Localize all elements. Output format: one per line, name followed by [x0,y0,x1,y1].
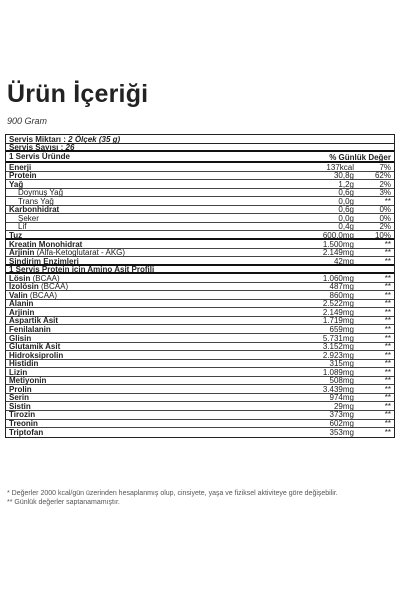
supplement-name: Arjinin [9,248,35,258]
nutrient-amount: 0,6g [338,188,354,198]
amino-daily-value: ** [384,316,391,326]
supplements-section [6,240,394,266]
supplement-daily-value: ** [384,256,391,266]
amino-daily-value: ** [384,419,391,428]
nutrient-label: Lif [18,222,27,232]
amino-name: Treonin [9,419,38,428]
amino-daily-value: ** [384,299,391,309]
nutrient-label: Enerji [9,162,32,172]
amino-name: İzolösin [9,282,39,292]
footnote-1: * Değerler 2000 kcal/gün üzerinden hesaplanmış olup, cinsiyete, yaşa ve fiziksel aktiviteye göre değişebilir. [7,490,338,497]
amino-name: Hidroksiprolin [9,350,64,360]
amino-amount: 2.522mg [322,299,354,309]
amino-row [6,360,394,369]
nutrient-daily-value: 10% [374,230,391,240]
amino-daily-value: ** [384,410,391,420]
amino-label [9,429,43,437]
amino-name: Prolin [9,384,32,394]
daily-value-header: % Günlük Değer [329,153,391,163]
nutrient-row [6,214,394,223]
serving-count-label: Servis Sayısı : [9,143,64,153]
footnote-2: ** Günlük değerler saptanamamıştır. [7,499,120,506]
amino-header-row [6,266,394,275]
amino-amount: 1.089mg [322,367,354,377]
amino-name: Valin [9,290,28,300]
amino-amount: 29mg [333,401,354,411]
amino-row [6,283,394,292]
serving-count-value: 26 [65,143,75,153]
amino-daily-value: ** [384,350,391,360]
supplement-daily-value: ** [384,239,391,249]
nutrient-row [6,189,394,198]
amino-amount: 602mg [329,419,354,428]
amino-name: Histidin [9,359,39,369]
amino-name: Fenilalanin [9,324,51,334]
amino-name: Tirozin [9,410,36,420]
amino-daily-value: ** [384,376,391,386]
amino-row [6,420,394,429]
amino-amount: 2.923mg [322,350,354,360]
nutrient-daily-value: 0% [379,205,391,215]
supplement-name: Kreatin Monohidrat [9,239,83,249]
nutrient-amount: 0,4g [338,222,354,232]
amino-row [6,325,394,334]
amino-name: Lösin [9,273,31,283]
amino-name: Metiyonin [9,376,47,386]
nutrient-daily-value: ** [384,196,391,206]
amino-daily-value: ** [384,367,391,377]
amino-section [6,274,394,436]
nutrient-daily-value: 7% [379,162,391,172]
amino-name: Glisin [9,333,32,343]
product-weight: 900 Gram [7,116,48,126]
amino-daily-value: ** [384,393,391,403]
nutrient-row [6,172,394,181]
supplement-daily-value: ** [384,248,391,258]
amino-detail: (BCAA) [27,290,58,300]
amino-detail: (BCAA) [30,273,60,283]
amino-amount: 3.152mg [322,342,354,352]
amino-daily-value: ** [384,401,391,411]
amino-amount: 860mg [329,290,354,300]
amino-name: Sistin [9,401,31,411]
amino-detail: (BCAA) [38,282,69,292]
nutrient-daily-value: 0% [379,213,391,223]
amino-name: Triptofan [9,427,44,437]
nutrient-row [6,206,394,215]
nutrient-amount: 137kcal [326,162,354,172]
nutrients-section [6,163,394,240]
nutrient-amount: 0,0g [338,196,354,206]
nutrition-header-row [6,152,394,163]
amino-name: Aspartik Asit [9,316,59,326]
amino-amount: 5.731mg [322,333,354,343]
amino-daily-value: ** [384,273,391,283]
amino-amount: 353mg [329,427,354,437]
nutrient-amount: 0,0g [338,213,354,223]
amino-daily-value: ** [384,342,391,352]
page-title: Ürün İçeriği [7,80,149,108]
supplement-amount: 42mg [333,256,354,266]
amino-header-label: 1 Servis Protein için Amino Asit Profili [9,265,155,275]
nutrient-daily-value: 3% [379,188,391,198]
nutrient-label: Tuz [9,230,23,240]
amino-daily-value: ** [384,427,391,437]
amino-name: Alanin [9,299,34,309]
nutrient-amount: 0,6g [338,205,354,215]
amino-daily-value: ** [384,282,391,292]
amino-amount: 373mg [329,410,354,420]
nutrient-amount: 30,8g [333,171,354,181]
amino-amount: 508mg [329,376,354,386]
nutrient-row [6,197,394,206]
nutrient-row [6,180,394,189]
amino-amount: 659mg [329,324,354,334]
amino-daily-value: ** [384,290,391,300]
amino-daily-value: ** [384,307,391,317]
nutrient-label: Karbonhidrat [9,205,60,215]
supplement-detail: (Alfa-Ketoglutarat - AKG) [34,248,126,258]
amino-name: Arjinin [9,307,35,317]
amino-amount: 3.439mg [322,384,354,394]
amino-row [6,428,394,437]
amino-name: Lizin [9,367,28,377]
supplement-name: Sindirim Enzimleri [9,256,79,266]
amino-amount: 487mg [329,282,354,292]
amino-amount: 1.719mg [322,316,354,326]
nutrient-amount: 600,0mg [322,230,354,240]
amino-amount: 315mg [329,359,354,369]
amino-name: Serin [9,393,30,403]
nutrient-label: Trans Yağ [18,196,54,206]
amino-amount: 1.060mg [322,273,354,283]
nutrition-table [5,134,395,438]
nutrient-daily-value: 2% [379,179,391,189]
amino-amount: 2.149mg [322,307,354,317]
amino-daily-value: ** [384,324,391,334]
serving-size-value: 2 Ölçek (35 g) [68,134,121,144]
amino-daily-value: ** [384,359,391,369]
nutrient-amount: 1,2g [338,179,354,189]
serving-size-label: Servis Miktarı : [9,134,66,144]
supplement-amount: 2.149mg [322,248,354,258]
amino-daily-value: ** [384,333,391,343]
supplement-amount: 1.500mg [322,239,354,249]
nutrient-daily-value: 2% [379,222,391,232]
nutrient-label: Yağ [9,179,24,189]
nutrition-header-label: 1 Servis Üründe [9,151,70,161]
nutrient-label: Doymuş Yağ [18,188,64,198]
serving-count-row [6,144,394,153]
amino-daily-value: ** [384,384,391,394]
nutrient-daily-value: 62% [374,171,391,181]
amino-row [6,343,394,352]
nutrient-label: Protein [9,171,37,181]
amino-name: Glutamik Asit [9,342,61,352]
footnotes [7,489,338,507]
amino-amount: 974mg [329,393,354,403]
nutrient-label: Şeker [18,213,39,223]
